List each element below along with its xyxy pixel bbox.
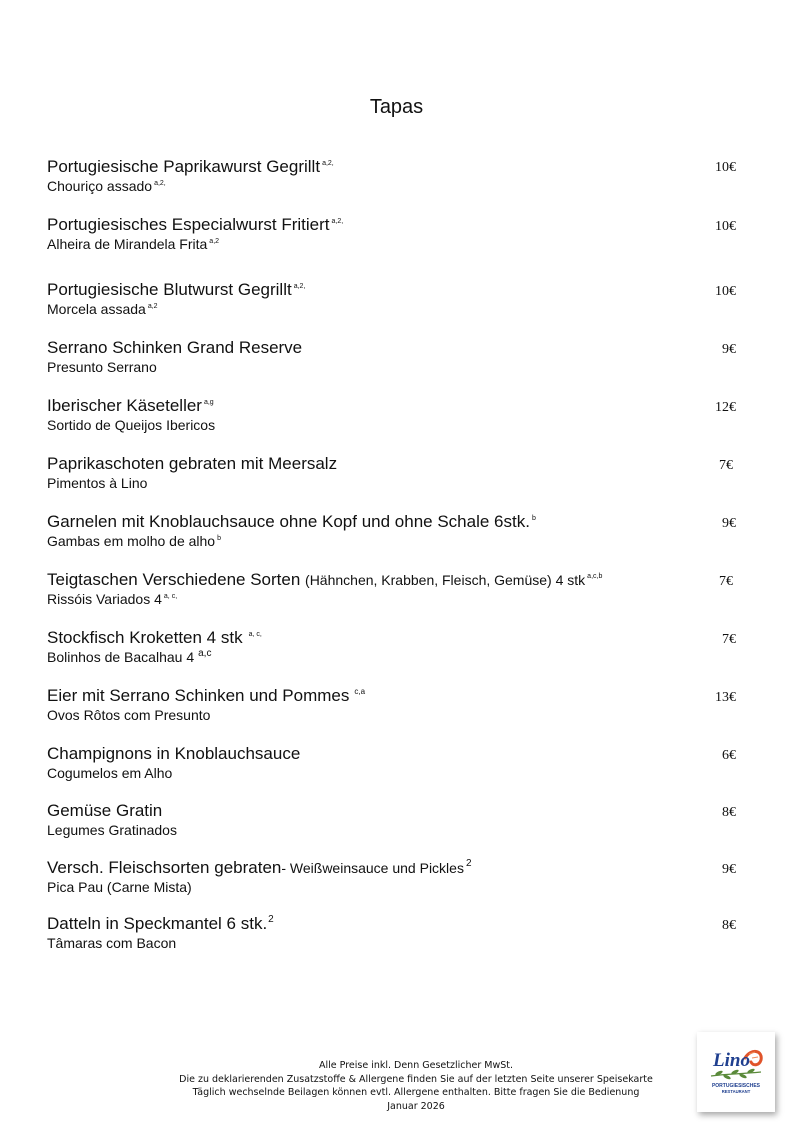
item-price: 12€ <box>715 400 736 415</box>
item-allergens-pt: a,2 <box>209 238 220 246</box>
item-name-pt: Alheira de Mirandela Frita <box>47 236 208 252</box>
item-allergens-de: a,2, <box>293 283 306 291</box>
item-price: 10€ <box>715 284 736 299</box>
item-allergens-pt: a,c <box>198 648 212 660</box>
menu-item <box>47 338 747 376</box>
item-price: 9€ <box>722 862 736 877</box>
item-allergens-de: a,2, <box>331 218 344 226</box>
item-name-de: Eier mit Serrano Schinken und Pommes <box>47 686 350 705</box>
footer-date: Januar 2026 <box>387 1100 445 1112</box>
item-name-pt: Gambas em molho de alho <box>47 533 216 549</box>
item-allergens-de: a,c,b <box>587 573 603 581</box>
page-title: Tapas <box>369 96 424 118</box>
item-allergens-de: a,g <box>203 399 214 407</box>
item-name-de: Portugiesisches Especialwurst Fritiert <box>47 215 330 234</box>
item-allergens-de: a, c, <box>248 631 262 639</box>
item-name-pt: Tâmaras com Bacon <box>47 935 177 951</box>
menu-item <box>47 454 747 492</box>
item-name-de: Portugiesische Paprikawurst Gegrillt <box>47 157 321 176</box>
item-price: 9€ <box>722 516 736 531</box>
footer-notes <box>120 1059 712 1113</box>
item-name-pt: Sortido de Queijos Ibericos <box>47 417 216 433</box>
item-allergens-pt: a, c, <box>163 593 178 601</box>
menu-item <box>47 686 747 724</box>
menu-item <box>47 512 747 550</box>
item-allergens-de: c,a <box>354 687 366 697</box>
menu-item <box>47 858 747 896</box>
item-name-pt: Presunto Serrano <box>47 359 157 375</box>
item-price: 6€ <box>722 748 736 763</box>
item-price: 8€ <box>722 805 736 820</box>
logo-subtitle-1: PORTUGIESISCHES <box>711 1083 761 1089</box>
item-name-de: Serrano Schinken Grand Reserve <box>47 338 303 357</box>
item-name-de: Datteln in Speckmantel 6 stk. <box>47 914 268 933</box>
item-price: 7€ <box>719 574 733 589</box>
item-name-pt: Ovos Rôtos com Presunto <box>47 707 211 723</box>
item-allergens-pt: a,2 <box>147 303 158 311</box>
footer-vat-note: Alle Preise inkl. Denn Gesetzlicher MwSt. <box>318 1060 513 1071</box>
item-name-de: Teigtaschen Verschiedene Sorten <box>47 570 301 589</box>
menu-item <box>47 396 747 434</box>
lino-logo-icon <box>697 1032 775 1112</box>
item-name-pt: Chouriço assado <box>47 178 153 194</box>
item-price: 8€ <box>722 918 736 933</box>
restaurant-logo <box>697 1032 775 1112</box>
item-name-de: Garnelen mit Knoblauchsauce ohne Kopf und ohne Schale 6stk. <box>47 512 530 531</box>
item-name-pt: Pica Pau (Carne Mista) <box>47 879 192 895</box>
item-name-de: Stockfisch Kroketten 4 stk <box>47 628 243 647</box>
item-name-pt: Rissóis Variados 4 <box>47 591 162 607</box>
logo-brand-name: Lino <box>713 1050 750 1071</box>
item-details-de: (Hähnchen, Krabben, Fleisch, Gemüse) 4 stk <box>305 572 586 588</box>
item-allergens-de: 2 <box>465 858 472 870</box>
item-name-pt: Pimentos à Lino <box>47 475 148 491</box>
item-price: 10€ <box>715 219 736 234</box>
item-price: 7€ <box>722 632 736 647</box>
item-name-pt: Cogumelos em Alho <box>47 765 173 781</box>
menu-item <box>47 215 747 253</box>
menu-item <box>47 157 747 195</box>
footer-allergen-note: Die zu deklarierenden Zusatzstoffe & Allergene finden Sie auf der letzten Seite unserer Speisekarte <box>179 1073 653 1085</box>
item-price: 9€ <box>722 342 736 357</box>
item-name-de: Iberischer Käseteller <box>47 396 202 415</box>
item-price: 10€ <box>715 160 736 175</box>
logo-subtitle-2: RESTAURANT <box>721 1089 751 1094</box>
menu-item <box>47 628 747 666</box>
item-allergens-de: 2 <box>268 914 274 926</box>
item-name-pt: Legumes Gratinados <box>47 822 177 838</box>
menu-item <box>47 570 747 608</box>
item-price: 7€ <box>719 458 733 473</box>
item-name-de: Champignons in Knoblauchsauce <box>47 744 301 763</box>
item-name-de: Gemüse Gratin <box>47 801 163 820</box>
item-allergens-pt: b <box>217 535 221 543</box>
item-name-de: Versch. Fleischsorten gebraten <box>47 858 282 877</box>
item-allergens-de: b <box>531 515 536 523</box>
item-name-de: Portugiesische Blutwurst Gegrillt <box>47 280 292 299</box>
menu-item <box>47 914 747 952</box>
item-name-de: Paprikaschoten gebraten mit Meersalz <box>47 454 338 473</box>
item-details-de: - Weißweinsauce und Pickles <box>281 860 464 876</box>
item-allergens-pt: a,2, <box>154 180 166 188</box>
item-price: 13€ <box>715 690 736 705</box>
item-name-pt: Morcela assada <box>47 301 146 317</box>
menu-item <box>47 280 747 318</box>
footer-sides-note: Täglich wechselnde Beilagen können evtl. Allergene enthalten. Bitte fragen Sie die Bedienung <box>192 1087 640 1098</box>
menu-item <box>47 744 747 782</box>
menu-item <box>47 801 747 839</box>
item-allergens-de: a,2, <box>322 160 334 168</box>
item-name-pt: Bolinhos de Bacalhau 4 <box>47 649 195 665</box>
